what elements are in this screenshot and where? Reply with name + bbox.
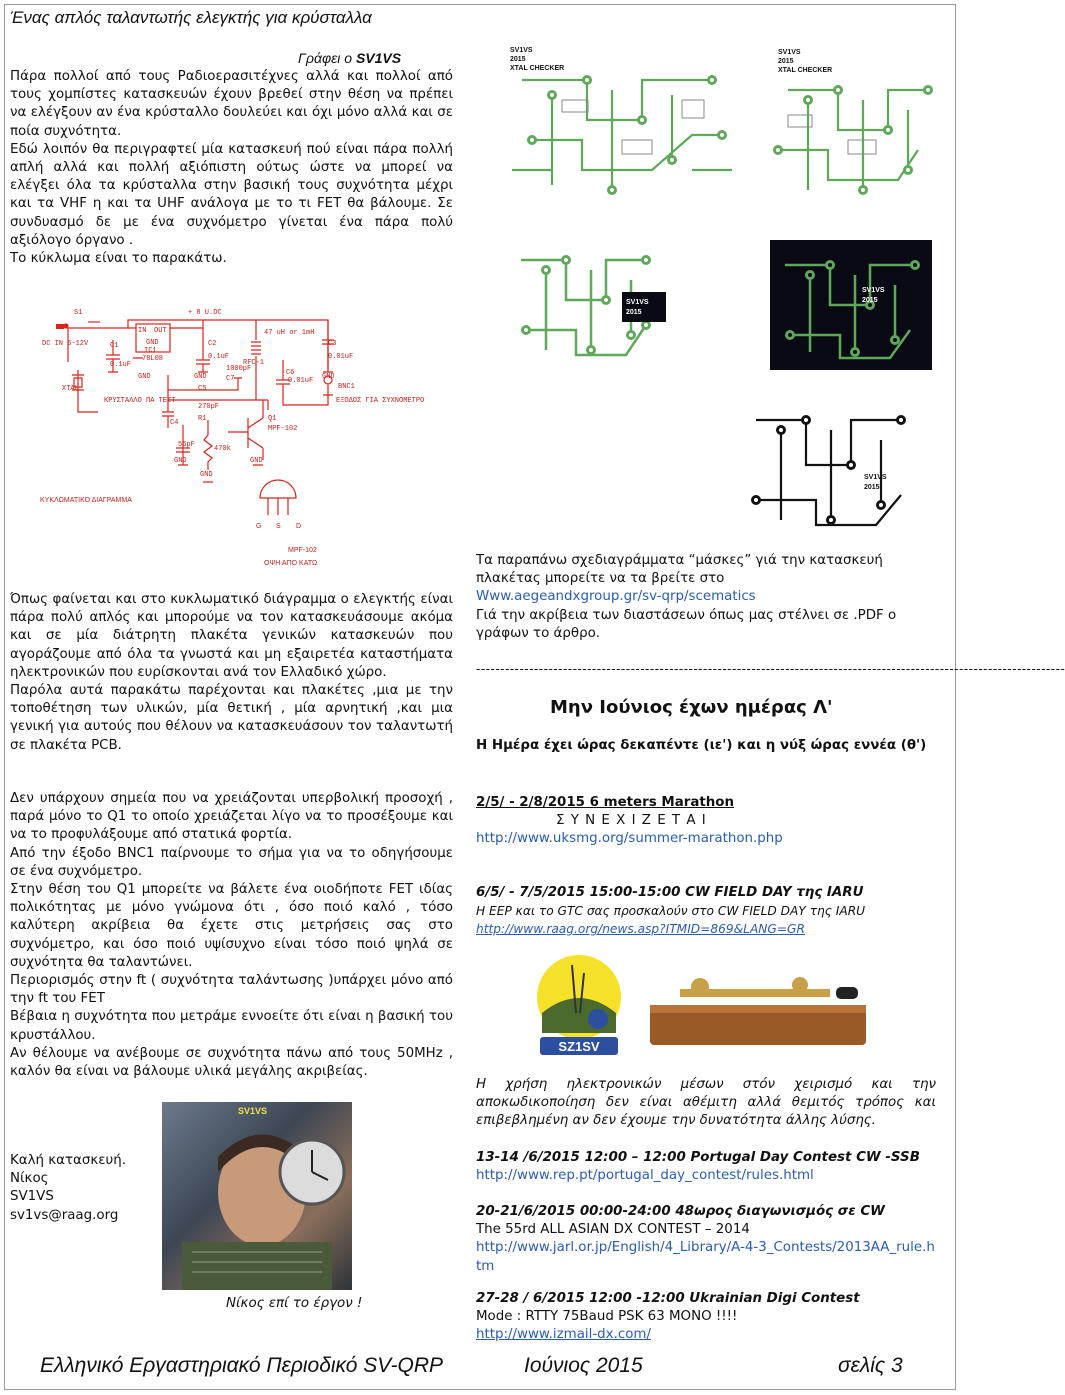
article-title: Ένας απλός ταλαντωτής ελεγκτής για κρύσταλλα [10, 8, 372, 27]
label-c3-val: 0.01uF [328, 353, 354, 361]
label-ic1-val: 78L08 [142, 355, 164, 363]
month-heading: Μην Ιούνιος έχων ημέρας Λ' [550, 697, 833, 718]
masks-block [476, 552, 936, 643]
label-mpf: MPF-102 [288, 547, 317, 554]
signature-email: sv1vs@raag.org [10, 1207, 119, 1223]
body-paragraph: Από την έξοδο BNC1 παίρνουμε το σήμα για να το οδηγήσουμε σε ένα συχνόμετρο. [10, 845, 453, 879]
intro-block [10, 68, 453, 268]
intro-paragraph: Το κύκλωμα είναι το παρακάτω. [10, 251, 227, 267]
event-title: 27-28 / 6/2015 12:00 -12:00 Ukrainian Digi Contest [476, 1291, 860, 1306]
event-2 [476, 884, 936, 938]
byline [298, 50, 401, 66]
event-title: 20-21/6/2015 00:00-24:00 48ωρος διαγωνισμός σε CW [476, 1204, 885, 1219]
signature-line: SV1VS [10, 1189, 54, 1205]
label-gnd: GND [138, 373, 151, 381]
masks-text: Τα παραπάνω σχεδιαγράμματα “μάσκες” γιά την κατασκευή πλακέτας μπορείτε να τα βρείτε στο [476, 553, 883, 587]
event-link[interactable]: http://www.raag.org/news.asp?ITMID=869&LANG=GR [476, 922, 805, 936]
signature [10, 1152, 126, 1225]
event-text: The 55rd ALL ASIAN DX CONTEST – 2014 [476, 1222, 750, 1238]
label-bnc: BNC1 [338, 383, 355, 391]
label-c5: C5 [198, 385, 207, 393]
morse-key-image [640, 965, 876, 1049]
label-c7-val: 1000pF [226, 365, 252, 373]
footer-page: σελίς 3 [838, 1354, 903, 1377]
pcb-label: 2015 [862, 297, 878, 304]
body-paragraph: Όπως φαίνεται και στο κυκλωματικό διάγραμμα ο ελεγκτής είναι πάρα πολύ απλός και μπορούμε να τον κατασκευάσουμε ακόμα και σε μία διάτρητη πλακέτα γενικών κατασκευών που αγοράζουμε από όλα τα γνωστά και μη εξαιρετέα καταστήματα ηλεκτρονικών που ευρίσκονται ανά τον Ελλαδικό χώρο. [10, 592, 453, 680]
label-c1-val: 0.1uF [110, 361, 132, 369]
pcb-label: 2015 [626, 309, 642, 316]
byline-prefix: Γράφει ο [298, 50, 356, 66]
photo-caption: Νίκος επί το έργον ! [226, 1296, 363, 1311]
decoding-note [476, 1076, 936, 1131]
pcb-component-layout-2 [748, 40, 948, 200]
pcb-label: SV1VS [862, 287, 885, 294]
pcb-label: 2015 [778, 58, 794, 65]
pcb-label: SV1VS [626, 299, 649, 306]
label-pin-g: G [256, 523, 262, 530]
pcb-negative-mask [770, 240, 932, 370]
label-diagram-caption: ΚΥΚΛΩΜΑΤΙΚΟ ΔΙΑΓΡΑΜΜΑ [40, 497, 132, 504]
body-paragraph: Αν θέλουμε να ανέβουμε σε συχνότητα πάνω από τους 50MHz , καλόν θα είναι να βάλουμε υλικά μεγάλης ακριβείας. [10, 1045, 453, 1080]
label-vdc: + 8 U.DC [188, 309, 222, 317]
label-r1: R1 [198, 415, 207, 423]
event-title: 2/5/ - 2/8/2015 6 meters Marathon [476, 795, 735, 810]
label-ic-out: OUT [154, 327, 167, 335]
event-link[interactable]: http://www.izmail-dx.com/ [476, 1327, 651, 1343]
event-3 [476, 1149, 936, 1185]
body-paragraph: Δεν υπάρχουν σημεία που να χρειάζονται υπερβολική προσοχή , παρά μόνο το Q1 το οποίο χρειάζεται λίγο να το προσέξουμε και να το προφυλάξουμε από στατικά φορτία. [10, 791, 453, 843]
pcb-positive-mask [506, 240, 666, 365]
event-4 [476, 1203, 936, 1276]
event-5 [476, 1290, 936, 1345]
author-photo [162, 1102, 352, 1290]
label-ic1: IC1 [144, 347, 157, 355]
body-paragraph: Περιορισμός στην ft ( συχνότητα ταλάντωσης )υπάρχει μόνο από την ft του FET [10, 973, 453, 1007]
label-c6-val: 0.01uF [288, 377, 314, 385]
event-link[interactable]: http://www.jarl.or.jp/English/4_Library/A-4-3_Contests/2013AA_rule.htm [476, 1240, 935, 1274]
signature-line: Νίκος [10, 1171, 49, 1187]
event-link[interactable]: http://www.rep.pt/portugal_day_contest/rules.html [476, 1168, 814, 1184]
label-c3: C3 [328, 340, 337, 348]
body-paragraph: Παρόλα αυτά παρακάτω παρέχονται και πλακέτες ,μια με την τοποθέτηση των υλικών, μία θετική , μία αρνητική ,και μια γενική για αυτούς που θέλουν να κατασκευάσουν τον ταλαντωτή σε πλακέτα PCB. [10, 683, 453, 753]
event-link[interactable]: http://www.uksmg.org/summer-marathon.php [476, 831, 783, 847]
body-paragraph: Στην θέση του Q1 μπορείτε να βάλετε ένα οιοδήποτε FET ιδίας πολικότητας με μόνο γνώμονα ότι , όσο ποιό καλό , τόσο καλύτερη ακρίβεια θα έχετε στις μετρήσεις σας στο συχνόμετρο, και όσο ποιό υψίσυχνο είναι τόσο ποιό ψηλά σε συχνότητα θα ταλαντώνει. [10, 882, 453, 970]
signature-line: Καλή κατασκευή. [10, 1153, 126, 1168]
label-gnd: GND [174, 457, 187, 465]
label-pin-s: S [276, 523, 281, 530]
note-text: Η χρήση ηλεκτρονικών μέσων στόν χειρισμό και την αποκωδικοποίηση δεν είναι αθέμιτη αλλά θεμιτός τρόπος και επιβεβλημένη αν δεν έχουμε την δυνατότητα άλλης λύσης. [476, 1077, 936, 1129]
masks-text: Γιά την ακρίβεια των διαστάσεων όπως μας στέλνει σε .PDF ο γράφων το άρθρο. [476, 607, 897, 641]
left-body-2 [10, 790, 453, 1081]
label-gnd: GND [250, 457, 263, 465]
logo-label: SZ1SV [558, 1039, 600, 1054]
label-q1: Q1 [268, 415, 277, 423]
pcb-label: SV1VS [864, 474, 887, 481]
label-xtal: XTAL [62, 385, 79, 393]
event-text: Mode : RTTY 75Baud PSK 63 MONO !!!! [476, 1309, 738, 1325]
intro-paragraph: Εδώ λοιπόν θα περιγραφτεί μία κατασκευή πού είναι πάρα πολλή απλή αλλά και πολλή αξιόπιστη ούτως ώστε να μπορεί να ελέγξει όλα τα κρύσταλλα στην βασική τους συχνότητα μέχρι και τα VHF η και τα UHF ανάλογα με το τι FET θα βάλουμε. Σε συνδυασμό δε με ένα συχνόμετρο γίνεται ένα πάρα πολύ αξιόλογο όργανο . [10, 141, 453, 248]
label-c6: C6 [286, 369, 295, 377]
label-gnd: GND [322, 373, 335, 381]
label-freq-out: ΕΞΟΔΟΣ ΓΙΑ ΣΥΧΝΟΜΕΤΡΟ [336, 397, 425, 405]
left-body-1 [10, 591, 453, 755]
label-dc-in: DC IN 5-12V [42, 340, 89, 348]
event-status: Σ Υ Ν Ε Χ Ι Ζ Ε Τ Α Ι [556, 813, 707, 829]
photo-label: SV1VS [238, 1106, 268, 1116]
label-crystal-test: ΚΡΥΣΤΑΛΛΟ ΠΑ ΤΕΣΤ [104, 397, 176, 405]
label-c4-val: 56pF [178, 441, 195, 449]
day-night-text: Η Ημέρα έχει ώρας δεκαπέντε (ιε') και η νύξ ώρας εννέα (θ') [476, 738, 927, 753]
pcb-label: SV1VS [510, 47, 533, 54]
pcb-label: 2015 [510, 56, 526, 63]
label-c7: C7 [226, 375, 235, 383]
label-pin-d: D [296, 523, 302, 530]
label-c2-val: 0.1uF [208, 353, 230, 361]
label-c1: C1 [110, 342, 119, 350]
label-s1: S1 [74, 309, 83, 317]
label-c5-val: 270pF [198, 403, 220, 411]
byline-author: SV1VS [355, 50, 402, 66]
pcb-label: XTAL CHECKER [778, 67, 833, 74]
event-title: 6/5/ - 7/5/2015 15:00-15:00 CW FIELD DAY της IARU [476, 885, 864, 900]
circuit-schematic [38, 300, 478, 575]
photo-illustration [162, 1102, 352, 1290]
label-bottom-view: ΟΨΗ ΑΠΟ ΚΑΤΩ [264, 560, 318, 567]
pcb-generic-mask [736, 395, 918, 535]
divider-dashes: -------------------------------------------------------------------------------------------------------------------------- [476, 662, 1065, 676]
event-title: 13-14 /6/2015 12:00 – 12:00 Portugal Day Contest CW -SSB [476, 1150, 920, 1165]
sz1sv-logo [532, 953, 627, 1058]
label-ic-gnd: GND [146, 339, 159, 347]
pcb-label: XTAL CHECKER [510, 65, 565, 72]
body-paragraph: Βέβαια η συχνότητα που μετράμε εννοείτε ότι είναι η βασική του κρυστάλλου. [10, 1009, 453, 1043]
label-ic-in: IN [138, 327, 147, 335]
event-text: Η ΕΕΡ και το GTC σας προσκαλούν στο CW FIELD DAY της IARU [476, 904, 866, 918]
label-gnd: GND [194, 373, 207, 381]
footer-issue: Ιούνιος 2015 [524, 1354, 643, 1377]
label-rfc-val: 47 uH or 1mH [264, 329, 315, 337]
label-r1-val: 470k [214, 445, 231, 453]
label-rfc: RFC-1 [243, 359, 265, 367]
pcb-label: SV1VS [778, 49, 801, 56]
footer-magazine: Ελληνικό Εργαστηριακό Περιοδικό SV-QRP [40, 1354, 444, 1377]
intro-paragraph: Πάρα πολλοί από τους Ραδιοερασιτέχνες αλλά και πολλοί από τους χομπίστες κατασκευών έχουν βρεθεί στην θέση να πρέπει να ελέγξουν αν ένα κρύσταλλο δουλεύει και όχι μόνο αλλά και σε ποία συχνότητα. [10, 69, 453, 139]
pcb-component-layout-1 [492, 40, 742, 200]
label-q1-val: MPF-102 [268, 425, 298, 433]
event-1 [476, 794, 936, 849]
label-c4: C4 [170, 419, 179, 427]
masks-link[interactable]: Www.aegeandxgroup.gr/sv-qrp/scematics [476, 589, 756, 605]
pcb-label: 2015 [864, 484, 880, 491]
label-gnd: GND [200, 471, 213, 479]
label-c2: C2 [208, 340, 217, 348]
